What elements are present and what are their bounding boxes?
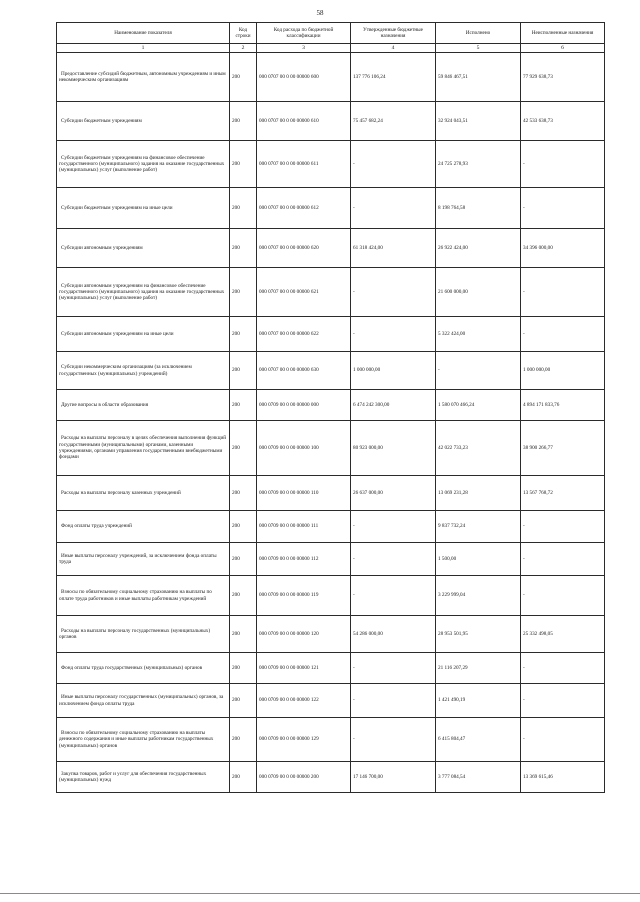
table-row (57, 543, 605, 576)
table-row (57, 616, 605, 653)
row-name-cell: Субсидии автономным учреждениям (57, 229, 230, 268)
row-name-cell: Другие вопросы в области образования (57, 390, 230, 421)
table-body (57, 53, 605, 793)
table-row (57, 762, 605, 793)
row-code-cell: 200 (230, 188, 257, 229)
row-executed-cell: 21 116 207,29 (436, 653, 521, 684)
row-code-cell: 200 (230, 511, 257, 543)
row-unexecuted-cell: - (521, 141, 605, 188)
row-code-cell: 200 (230, 268, 257, 317)
row-unexecuted-cell: - (521, 268, 605, 317)
row-kbk-cell: 000 0709 00 0 00 00000 200 (257, 762, 351, 793)
row-unexecuted-cell: 42 533 638,73 (521, 102, 605, 141)
table-row (57, 421, 605, 476)
row-approved-cell: - (351, 317, 436, 352)
row-unexecuted-cell: - (521, 684, 605, 718)
row-approved-cell: - (351, 511, 436, 543)
table-row (57, 317, 605, 352)
row-executed-cell: - (436, 352, 521, 390)
table-row (57, 53, 605, 102)
row-kbk-cell: 000 0707 00 0 00 00000 612 (257, 188, 351, 229)
row-name-cell: Иные выплаты персоналу учреждений, за исключением фонда оплаты труда (57, 543, 230, 576)
column-header-code: Код строки (230, 23, 257, 44)
row-name-cell: Расходы на выплаты персоналу казенных учреждений (57, 476, 230, 511)
row-unexecuted-cell: - (521, 511, 605, 543)
column-number: 4 (351, 44, 436, 53)
column-number: 6 (521, 44, 605, 53)
row-code-cell: 200 (230, 317, 257, 352)
table-row (57, 229, 605, 268)
row-unexecuted-cell: 13 567 768,72 (521, 476, 605, 511)
row-unexecuted-cell: 4 894 171 833,76 (521, 390, 605, 421)
row-unexecuted-cell: 13 369 615,46 (521, 762, 605, 793)
row-name-cell: Субсидии некоммерческим организациям (за исключением государственных (муниципальных) учреждений) (57, 352, 230, 390)
table-row (57, 390, 605, 421)
row-unexecuted-cell: 25 332 498,05 (521, 616, 605, 653)
row-unexecuted-cell: 77 929 638,73 (521, 53, 605, 102)
row-unexecuted-cell: - (521, 188, 605, 229)
column-header-name: Наименование показателя (57, 23, 230, 44)
table-row (57, 352, 605, 390)
column-header-approved: Утвержденные бюджетные назначения (351, 23, 436, 44)
row-kbk-cell: 000 0709 00 0 00 00000 100 (257, 421, 351, 476)
row-kbk-cell: 000 0709 00 0 00 00000 119 (257, 576, 351, 616)
row-name-cell: Закупка товаров, работ и услуг для обеспечения государственных (муниципальных) нужд (57, 762, 230, 793)
row-executed-cell: 6 415 804,47 (436, 718, 521, 762)
table-row (57, 476, 605, 511)
row-unexecuted-cell: 38 900 266,77 (521, 421, 605, 476)
table-header-row (57, 23, 605, 44)
column-number-row (57, 44, 605, 53)
row-executed-cell: 24 725 278,93 (436, 141, 521, 188)
row-kbk-cell: 000 0709 00 0 00 00000 000 (257, 390, 351, 421)
row-code-cell: 200 (230, 352, 257, 390)
row-approved-cell: - (351, 653, 436, 684)
row-approved-cell: - (351, 718, 436, 762)
table-row (57, 188, 605, 229)
row-name-cell: Субсидии автономным учреждениям на финансовое обеспечение государственного (муниципального) задания на оказание государственных (муниципальных) услуг (выполнение работ) (57, 268, 230, 317)
row-executed-cell: 3 229 999,04 (436, 576, 521, 616)
row-code-cell: 200 (230, 653, 257, 684)
row-executed-cell: 32 924 043,51 (436, 102, 521, 141)
row-kbk-cell: 000 0709 00 0 00 00000 122 (257, 684, 351, 718)
row-kbk-cell: 000 0707 00 0 00 00000 611 (257, 141, 351, 188)
row-name-cell: Взносы по обязательному социальному страхованию на выплаты по оплате труда работников и иные выплаты работникам учреждений (57, 576, 230, 616)
row-approved-cell: - (351, 576, 436, 616)
row-code-cell: 200 (230, 141, 257, 188)
row-unexecuted-cell: - (521, 543, 605, 576)
row-name-cell: Фонд оплаты труда учреждений (57, 511, 230, 543)
row-code-cell: 200 (230, 229, 257, 268)
row-approved-cell: - (351, 268, 436, 317)
row-unexecuted-cell: - (521, 576, 605, 616)
budget-report-table (56, 22, 605, 793)
row-unexecuted-cell: - (521, 718, 605, 762)
row-approved-cell: - (351, 141, 436, 188)
row-executed-cell: 5 322 424,00 (436, 317, 521, 352)
row-code-cell: 200 (230, 421, 257, 476)
row-name-cell: Расходы на выплаты персоналу в целях обеспечения выполнения функций государственными (муниципальными) органами, казенными учреждениями, органами управления государственными внебюджетными фондами (57, 421, 230, 476)
column-number: 1 (57, 44, 230, 53)
page-number: 58 (316, 9, 324, 17)
row-kbk-cell: 000 0709 00 0 00 00000 129 (257, 718, 351, 762)
column-number: 2 (230, 44, 257, 53)
row-kbk-cell: 000 0709 00 0 00 00000 110 (257, 476, 351, 511)
row-unexecuted-cell: 34 396 000,00 (521, 229, 605, 268)
row-code-cell: 200 (230, 576, 257, 616)
row-executed-cell: 28 953 501,95 (436, 616, 521, 653)
row-approved-cell: 75 457 682,24 (351, 102, 436, 141)
table-row (57, 268, 605, 317)
row-kbk-cell: 000 0707 00 0 00 00000 600 (257, 53, 351, 102)
row-approved-cell: - (351, 684, 436, 718)
row-code-cell: 200 (230, 476, 257, 511)
table-row (57, 684, 605, 718)
table-row (57, 511, 605, 543)
column-number: 5 (436, 44, 521, 53)
column-number: 3 (257, 44, 351, 53)
table-row (57, 576, 605, 616)
row-unexecuted-cell: - (521, 653, 605, 684)
row-code-cell: 200 (230, 684, 257, 718)
table-row (57, 718, 605, 762)
row-executed-cell: 59 846 467,51 (436, 53, 521, 102)
row-executed-cell: 9 837 732,24 (436, 511, 521, 543)
row-approved-cell: 137 776 106,24 (351, 53, 436, 102)
row-executed-cell: 1 421 490,19 (436, 684, 521, 718)
row-executed-cell: 42 022 733,23 (436, 421, 521, 476)
row-kbk-cell: 000 0707 00 0 00 00000 620 (257, 229, 351, 268)
column-header-kbk: Код расхода по бюджетной классификации (257, 23, 351, 44)
row-code-cell: 200 (230, 102, 257, 141)
row-approved-cell: 17 146 700,00 (351, 762, 436, 793)
row-name-cell: Взносы по обязательному социальному страхованию на выплаты денежного содержания и иные выплаты работникам государственных (муниципальных) органов (57, 718, 230, 762)
row-executed-cell: 8 198 764,58 (436, 188, 521, 229)
row-approved-cell: 61 318 424,00 (351, 229, 436, 268)
row-name-cell: Фонд оплаты труда государственных (муниципальных) органов (57, 653, 230, 684)
row-code-cell: 200 (230, 390, 257, 421)
page-divider (0, 893, 640, 894)
row-kbk-cell: 000 0707 00 0 00 00000 621 (257, 268, 351, 317)
row-kbk-cell: 000 0709 00 0 00 00000 120 (257, 616, 351, 653)
row-code-cell: 200 (230, 53, 257, 102)
row-approved-cell: 26 637 000,00 (351, 476, 436, 511)
row-name-cell: Субсидии автономным учреждениям на иные цели (57, 317, 230, 352)
row-name-cell: Расходы на выплаты персоналу государственных (муниципальных) органов (57, 616, 230, 653)
row-code-cell: 200 (230, 616, 257, 653)
table-row (57, 141, 605, 188)
row-kbk-cell: 000 0709 00 0 00 00000 111 (257, 511, 351, 543)
row-executed-cell: 13 069 231,28 (436, 476, 521, 511)
row-approved-cell: 80 923 000,00 (351, 421, 436, 476)
row-kbk-cell: 000 0707 00 0 00 00000 630 (257, 352, 351, 390)
row-approved-cell: 1 000 000,00 (351, 352, 436, 390)
column-header-executed: Исполнено (436, 23, 521, 44)
row-executed-cell: 26 922 424,00 (436, 229, 521, 268)
row-executed-cell: 21 600 000,00 (436, 268, 521, 317)
column-header-unexecuted: Неисполненные назначения (521, 23, 605, 44)
row-executed-cell: 1 500,00 (436, 543, 521, 576)
row-approved-cell: - (351, 543, 436, 576)
row-unexecuted-cell: - (521, 317, 605, 352)
row-approved-cell: 6 474 242 300,00 (351, 390, 436, 421)
row-unexecuted-cell: 1 000 000,00 (521, 352, 605, 390)
row-code-cell: 200 (230, 543, 257, 576)
row-name-cell: Предоставление субсидий бюджетным, автономным учреждениям и иным некоммерческим организациям (57, 53, 230, 102)
table-row (57, 102, 605, 141)
row-executed-cell: 3 777 084,54 (436, 762, 521, 793)
row-kbk-cell: 000 0709 00 0 00 00000 112 (257, 543, 351, 576)
row-code-cell: 200 (230, 762, 257, 793)
row-name-cell: Субсидии бюджетным учреждениям (57, 102, 230, 141)
row-name-cell: Субсидии бюджетным учреждениям на иные цели (57, 188, 230, 229)
table-row (57, 653, 605, 684)
row-approved-cell: - (351, 188, 436, 229)
row-kbk-cell: 000 0709 00 0 00 00000 121 (257, 653, 351, 684)
row-kbk-cell: 000 0707 00 0 00 00000 610 (257, 102, 351, 141)
row-name-cell: Иные выплаты персоналу государственных (муниципальных) органов, за исключением фонда оплаты труда (57, 684, 230, 718)
row-code-cell: 200 (230, 718, 257, 762)
row-executed-cell: 1 580 070 466,24 (436, 390, 521, 421)
row-approved-cell: 54 286 000,00 (351, 616, 436, 653)
row-kbk-cell: 000 0707 00 0 00 00000 622 (257, 317, 351, 352)
row-name-cell: Субсидии бюджетным учреждениям на финансовое обеспечение государственного (муниципального) задания на оказание государственных (муниципальных) услуг (выполнение работ) (57, 141, 230, 188)
